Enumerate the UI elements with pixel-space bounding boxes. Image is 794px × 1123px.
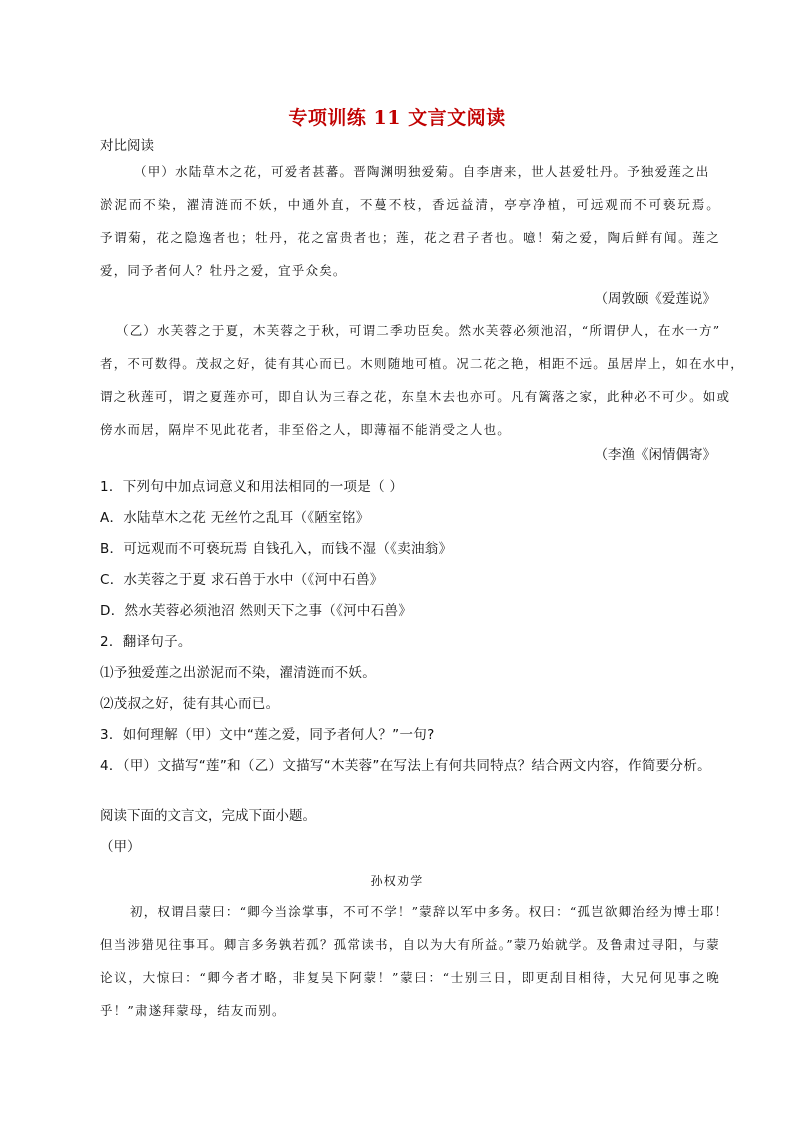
question-item: 4．（甲）文描写“莲”和（乙）文描写“木芙蓉”在写法上有何共同特点？结合两文内容，作简要分析。 — [100, 758, 711, 774]
section-heading: 阅读下面的文言文，完成下面小题。 — [100, 808, 316, 824]
page-title: 专项训练 11 文言文阅读 — [288, 107, 506, 129]
passage-b-source: （李渔《闲情偶寄》 — [594, 447, 716, 463]
question-option-a: A．水陆草木之花 无丝竹之乱耳（《陋室铭》 — [100, 510, 370, 526]
passage-a-line: 爱，同予者何人？牡丹之爱，宜乎众矣。 — [100, 263, 347, 278]
question-option-c: C．水芙蓉之于夏 求石兽于水中（《河中石兽》 — [100, 572, 384, 588]
passage-title: 孙权劝学 — [370, 874, 424, 888]
passage-b-line: 傍水而居，隔岸不见此花者，非至俗之人，即薄福不能消受之人也。 — [100, 422, 512, 437]
question-option-d: D．然水芙蓉必须池沼 然则天下之事（《河中石兽》 — [100, 603, 413, 619]
passage-line: 但当涉猎见往事耳。卿言多务孰若孤？孤常读书，自以为大有所益。”蒙乃始就学。及鲁肃过寻阳，与蒙 — [100, 937, 720, 952]
passage-b-line: 谓之秋莲可，谓之夏莲亦可，即自认为三春之花，东皇木去也亦可。凡有篱落之家，此种必不可少。如或 — [100, 389, 731, 404]
question-subitem: ⑵茂叔之好，徒有其心而已。 — [100, 696, 280, 712]
passage-a-line: 予谓菊，花之隐逸者也；牡丹，花之富贵者也；莲，花之君子者也。噫！菊之爱，陶后鲜有闻。莲之 — [100, 230, 720, 245]
section-heading: 对比阅读 — [100, 138, 154, 154]
passage-line: 初，权谓吕蒙曰：“卿今当涂掌事，不可不学！”蒙辞以军中多务。权曰：“孤岂欲卿治经为博士耶！ — [130, 904, 729, 919]
passage-a-source: （周敦颐《爱莲说》 — [594, 291, 716, 307]
passage-b-line: （乙）水芙蓉之于夏，木芙蓉之于秋，可谓二季功臣矣。然水芙蓉必须池沼，“所谓伊人，在水一方” — [116, 323, 721, 338]
passage-line: 乎！”肃遂拜蒙母，结友而别。 — [100, 1003, 286, 1018]
passage-line: 论议，大惊曰：“卿今者才略，非复吴下阿蒙！”蒙曰：“士别三日，即更刮目相待，大兄何见事之晚 — [100, 970, 720, 985]
question-item: 1．下列句中加点词意义和用法相同的一项是（ ） — [100, 479, 404, 495]
question-option-b: B．可远观而不可亵玩焉 自钱孔入，而钱不湿（《卖油翁》 — [100, 541, 453, 557]
passage-b-line: 者，不可数得。茂叔之好，徒有其心而已。木则随地可植。况二花之艳，相距不远。虽居岸上，如在水中， — [100, 356, 744, 371]
question-item: 2．翻译句子。 — [100, 634, 192, 650]
passage-a-line: （甲）水陆草木之花，可爱者甚蕃。晋陶渊明独爱菊。自李唐来，世人甚爱牡丹。予独爱莲之出 — [134, 164, 710, 179]
question-subitem: ⑴予独爱莲之出淤泥而不染，濯清涟而不妖。 — [100, 665, 376, 681]
passage-a-line: 淤泥而不染，濯清涟而不妖，中通外直，不蔓不枝，香远益清，亭亭净植，可远观而不可亵玩焉。 — [100, 197, 720, 212]
passage-label: （甲） — [100, 839, 141, 855]
question-item: 3．如何理解（甲）文中“莲之爱，同予者何人？”一句? — [100, 727, 435, 743]
